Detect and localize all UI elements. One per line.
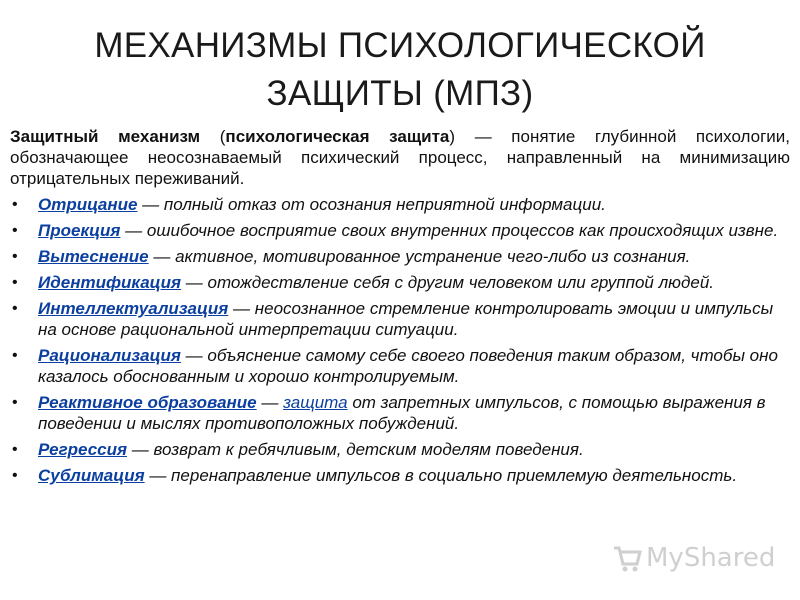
definition-paragraph: [10, 126, 790, 189]
list-item: [10, 439, 780, 460]
cart-icon: [612, 542, 642, 574]
definition-text: ) — понятие глубинной психологии, обозначающее неосознаваемый психический процесс, направленный на минимизацию отрицательных переживаний.: [10, 127, 791, 188]
item-text: — ошибочное восприятие своих внутренних процессов как происходящих извне.: [120, 221, 779, 240]
term-link[interactable]: Сублимация: [38, 466, 145, 485]
term-link[interactable]: Вытеснение: [38, 247, 149, 266]
list-item: [10, 246, 780, 267]
list-item: [10, 194, 780, 215]
item-text: — возврат к ребячливым, детским моделям поведения.: [127, 440, 584, 459]
item-text-pre: —: [256, 393, 284, 412]
watermark-text: MyShared: [646, 543, 776, 573]
bullet: •: [12, 248, 18, 265]
item-text: — полный отказ от осознания неприятной информации.: [137, 195, 606, 214]
bullet: •: [12, 347, 18, 364]
inline-link[interactable]: защита: [283, 393, 348, 412]
title-line-2: ЗАЩИТЫ (МПЗ): [266, 74, 534, 113]
term-link[interactable]: Интеллектуализация: [38, 299, 229, 318]
term-link[interactable]: Регрессия: [38, 440, 127, 459]
watermark: [612, 538, 775, 578]
item-text: — неосознанное стремление контролировать эмоции и импульсы на основе рациональной интерпретации ситуации.: [38, 299, 774, 339]
bullet: •: [12, 274, 18, 291]
definition-term-alt: психологическая защита: [225, 127, 450, 146]
item-text: — отождествление себя с другим человеком или группой людей.: [181, 273, 714, 292]
term-link[interactable]: Проекция: [38, 221, 121, 240]
bullet: •: [12, 467, 18, 484]
bullet: •: [12, 196, 18, 213]
item-text: — перенаправление импульсов в социально приемлемую деятельность.: [144, 466, 738, 485]
term-link[interactable]: Рационализация: [38, 346, 181, 365]
term-link[interactable]: Реактивное образование: [38, 393, 257, 412]
list-item: [10, 392, 780, 434]
list-item: [10, 345, 780, 387]
definition-term: Защитный механизм: [10, 127, 201, 146]
bullet: •: [12, 300, 18, 317]
definition-paren: (: [200, 127, 226, 146]
list-item: [10, 272, 780, 293]
list-item: [10, 465, 780, 486]
list-item: [10, 220, 780, 241]
term-link[interactable]: Отрицание: [38, 195, 138, 214]
bullet: •: [12, 394, 18, 411]
list-item: [10, 298, 780, 340]
mechanism-list: [10, 194, 780, 491]
title-line-1: МЕХАНИЗМЫ ПСИХОЛОГИЧЕСКОЙ: [94, 26, 706, 65]
slide-title: [0, 22, 800, 118]
bullet: •: [12, 441, 18, 458]
item-text: — объяснение самому себе своего поведения таким образом, чтобы оно казалось обоснованным и хорошо контролируемым.: [38, 346, 778, 386]
item-text: от запретных импульсов, с помощью выражения в поведении и мыслях противоположных побуждений.: [38, 393, 766, 433]
term-link[interactable]: Идентификация: [38, 273, 182, 292]
bullet: •: [12, 222, 18, 239]
item-text: — активное, мотивированное устранение чего-либо из сознания.: [148, 247, 691, 266]
